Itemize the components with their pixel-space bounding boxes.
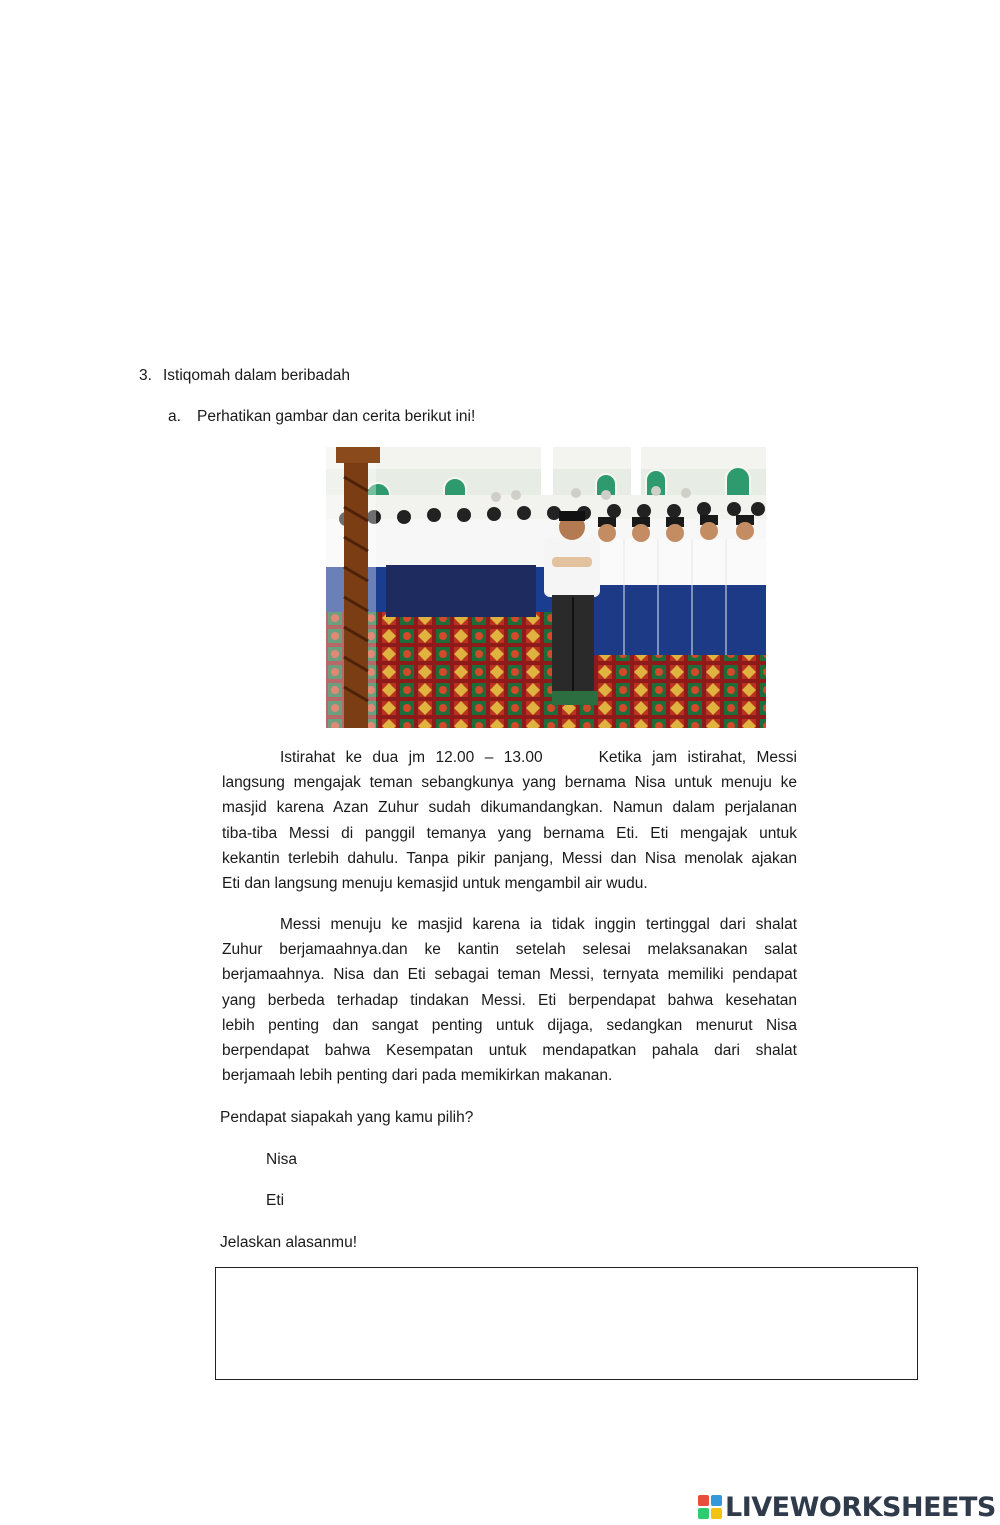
liveworksheets-cube-icon: [698, 1495, 722, 1519]
story-p2-line-3: berjamaahnya. Nisa dan Eti sebagai teman Messi, ternyata memiliki pendapat: [222, 966, 797, 984]
story-p1-line-4: tiba-tiba Messi di panggil temanya yang bernama Eti. Eti mengajak untuk: [222, 824, 797, 842]
story-p2-line-5: lebih penting dan sangat penting untuk dijaga, sedangkan menurut Nisa: [222, 1016, 797, 1034]
mosque-prayer-illustration: [326, 447, 766, 728]
story-p2-line-6: berpendapat bahwa Kesempatan untuk mendapatkan pahala dari shalat: [222, 1041, 797, 1059]
story-p2-line-7: berjamaah lebih penting dari pada memikirkan makanan.: [222, 1067, 613, 1085]
section-number: 3.: [139, 367, 152, 384]
section-title: Istiqomah dalam beribadah: [163, 367, 350, 384]
story-p2-line-4: yang berbeda terhadap tindakan Messi. Eti berpendapat bahwa kesehatan: [222, 991, 797, 1009]
item-letter: a.: [168, 408, 181, 425]
story-p2-line-1-text: Messi menuju ke masjid karena ia tidak inggin tertinggal dari shalat: [280, 916, 797, 933]
reason-answer-box[interactable]: [215, 1267, 918, 1380]
liveworksheets-logo: [698, 1490, 996, 1524]
option-nisa[interactable]: Nisa: [266, 1151, 298, 1168]
break-time-text: Istirahat ke dua jm 12.00 – 13.00: [280, 749, 543, 766]
story-p1-line-5: kekantin terlebih dahulu. Tanpa pikir panjang, Messi dan Nisa menolak ajakan: [222, 849, 797, 867]
item-instruction: Perhatikan gambar dan cerita berikut ini!: [197, 408, 476, 425]
option-eti[interactable]: Eti: [266, 1192, 285, 1209]
story-paragraph-1: [222, 745, 797, 896]
story-p1-line-2: langsung mengajak teman sebangkunya yang bernama Nisa untuk menuju ke: [222, 774, 797, 792]
story-p1-line-6: Eti dan langsung menuju kemasjid untuk mengambil air wudu.: [222, 874, 648, 892]
brand-name: LIVEWORKSHEETS: [725, 1491, 996, 1523]
story-p2-line-2: Zuhur berjamaahnya.dan ke kantin setelah selesai melaksanakan salat: [222, 941, 797, 959]
story-p1-line-1: [222, 745, 797, 770]
story-p2-line-1: [222, 912, 797, 937]
story-p1-line-3: masjid karena Azan Zuhur sudah dikumandangkan. Namun dalam perjalanan: [222, 799, 797, 817]
explain-prompt: Jelaskan alasanmu!: [220, 1234, 357, 1251]
story-paragraph-2: [222, 912, 797, 1088]
mosque-prayer-photo: [326, 447, 766, 728]
story-p1-line-1-text: Ketika jam istirahat, Messi: [598, 749, 797, 766]
question-prompt: Pendapat siapakah yang kamu pilih?: [220, 1109, 474, 1126]
